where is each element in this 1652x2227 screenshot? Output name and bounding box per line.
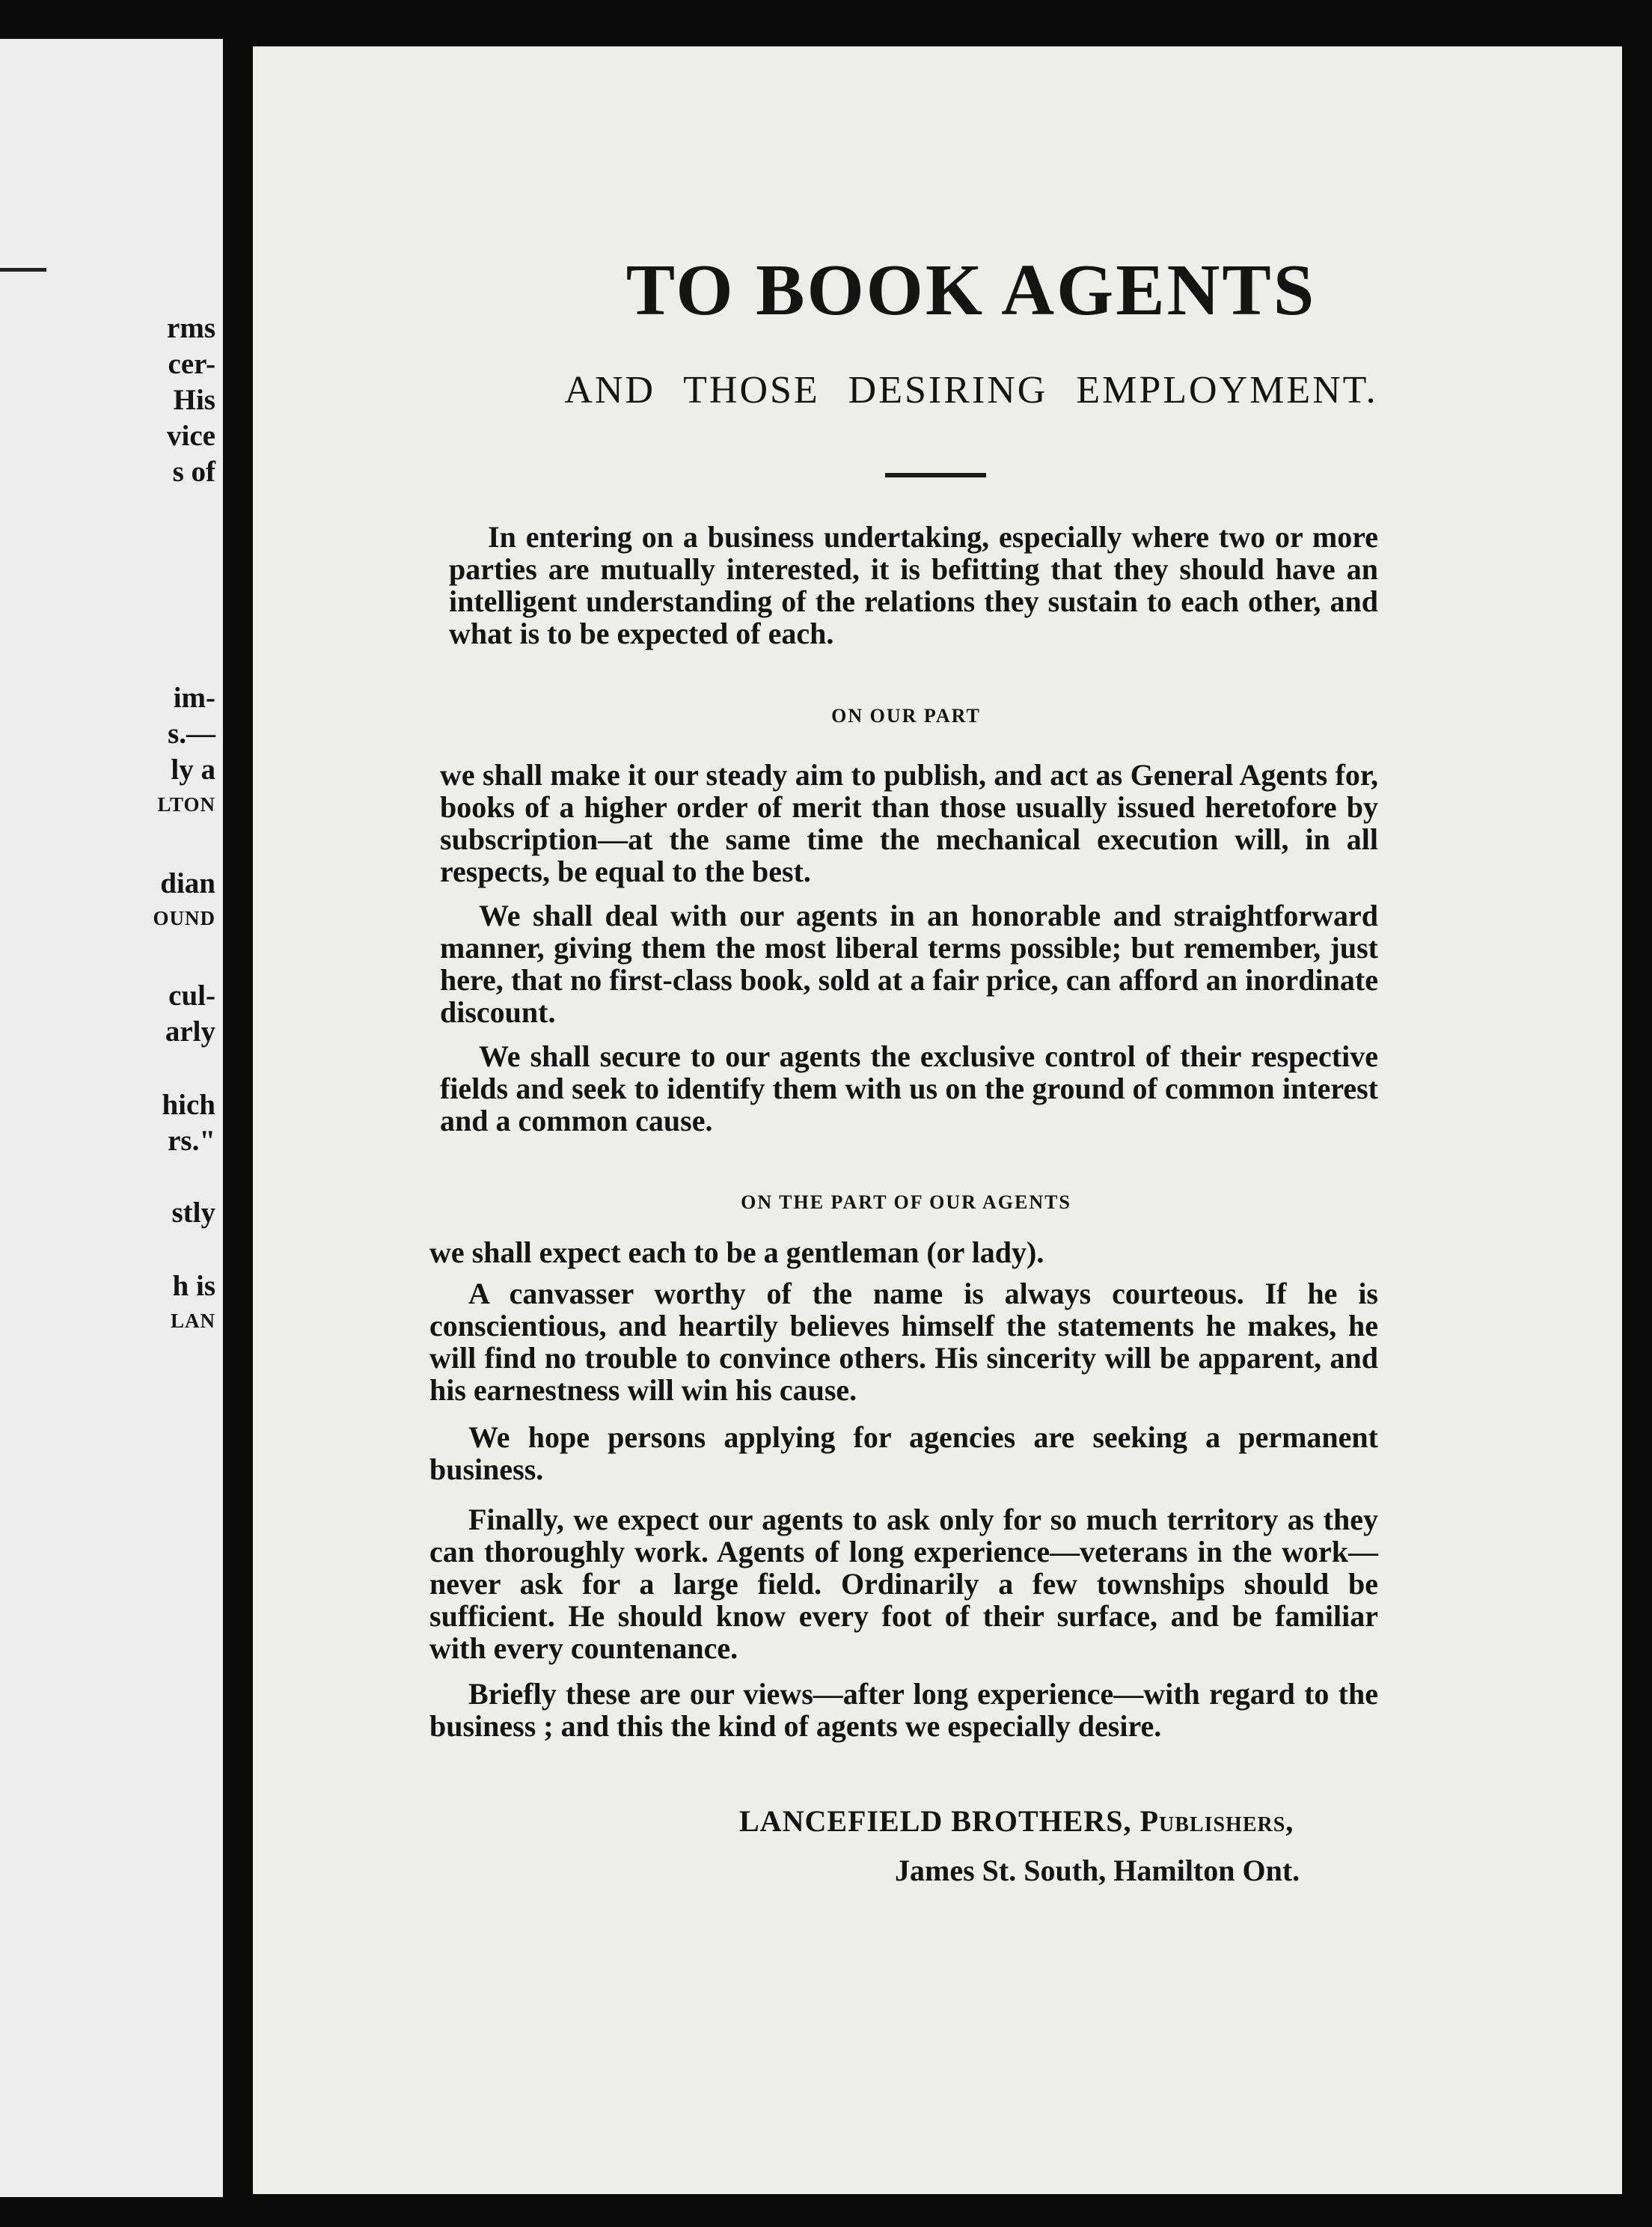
left-page-line: vice (167, 420, 215, 452)
left-page-line: s of (172, 456, 215, 488)
publisher-name: LANCEFIELD BROTHERS, (739, 1804, 1132, 1838)
publisher-address: James St. South, Hamilton Ont. (895, 1854, 1300, 1887)
left-page-line: LTON (157, 793, 215, 816)
section-heading-our-part: ON OUR PART (831, 705, 981, 727)
page-title: TO BOOK AGENTS (625, 250, 1317, 331)
agents-paragraph: We hope persons applying for agencies are seeking a permanent business. (429, 1420, 1378, 1486)
left-page-line: cul- (168, 980, 215, 1012)
left-page-rule (0, 268, 46, 272)
main-page (253, 46, 1622, 2194)
left-page-line: dian (160, 867, 215, 899)
left-page-line: im- (173, 682, 215, 714)
left-page-line: s.— (168, 718, 215, 750)
left-page-line: rms (167, 312, 215, 344)
publisher-signature (739, 1803, 1294, 1839)
left-page-line: cer- (168, 348, 215, 380)
left-page-line: arly (165, 1015, 215, 1048)
agents-paragraph: Finally, we expect our agents to ask only for so much territory as they can thoroughly work. Agents of long experience—veterans in the work—never ask for a large field. Ordinarily a few townships should be sufficient. He should know every foot of their surface, and be familiar with every countenance. (429, 1503, 1378, 1665)
agents-paragraph: Briefly these are our views—after long experience—with regard to the business ; and this the kind of agents we especially desire. (429, 1677, 1378, 1743)
our-part-block (440, 759, 1378, 1137)
intro-paragraph: In entering on a business undertaking, especially where two or more parties are mutually interested, it is befitting that they should have an intelligent understanding of the relations they sustain to each other, and what is to be expected of each. (449, 520, 1378, 650)
agents-lead: we shall expect each to be a gentleman (or lady). (429, 1235, 1044, 1269)
left-page-line: LAN (170, 1310, 215, 1332)
left-page-line: h is (172, 1270, 215, 1302)
left-page-line: hich (162, 1089, 215, 1121)
left-page-line: OUND (153, 907, 215, 929)
title-rule (885, 473, 986, 477)
left-facing-page (0, 39, 223, 2197)
left-page-line: rs." (168, 1125, 215, 1157)
left-page-line: ly a (171, 754, 215, 786)
section-heading-agents: ON THE PART OF OUR AGENTS (741, 1191, 1071, 1213)
agents-paragraph: A canvasser worthy of the name is always courteous. If he is conscientious, and heartily believes himself the statements he makes, he will find no trouble to convince others. His sincerity will be apparent, and his earnestness will win his cause. (429, 1277, 1378, 1407)
agents-block (429, 1236, 1378, 1742)
publisher-role: Publishers, (1139, 1804, 1294, 1838)
left-page-line: His (173, 384, 215, 416)
left-page-line: stly (171, 1197, 215, 1229)
our-part-paragraph: We shall secure to our agents the exclusive control of their respective fields and seek to identify them with us on the ground of common interest and a common cause. (440, 1039, 1378, 1137)
intro-block (449, 521, 1378, 650)
our-part-lead: we shall make it our steady aim to publish, and act as General Agents for, books of a higher order of merit than those usually issued heretofore by subscription—at the same time the mechanical execution will, in all respects, be equal to the best. (440, 758, 1378, 888)
page-subtitle: AND THOSE DESIRING EMPLOYMENT. (564, 369, 1378, 412)
our-part-paragraph: We shall deal with our agents in an honorable and straightforward manner, giving them the most liberal terms possible; but remember, just here, that no first-class book, sold at a fair price, can afford an inordinate discount. (440, 899, 1378, 1029)
